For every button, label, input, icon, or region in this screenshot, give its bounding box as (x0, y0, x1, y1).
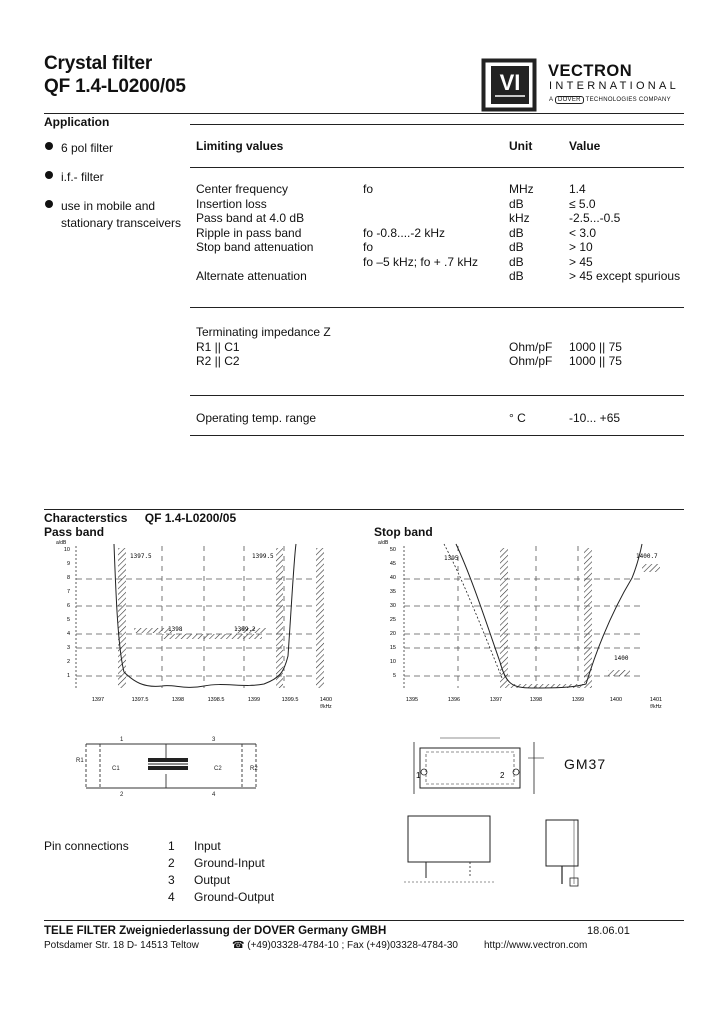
row-value: > 45 (569, 254, 593, 269)
row-param: Alternate attenuation (196, 269, 307, 283)
circuit-label: R1 (76, 758, 84, 764)
circuit-label: C1 (112, 766, 120, 772)
row-value: ≤ 5.0 (569, 196, 596, 211)
footer-rule (44, 920, 684, 921)
footer-phone: ☎ (+49)03328-4784-10 ; Fax (+49)03328-4784-30 (232, 940, 458, 951)
row-value: -2.5...-0.5 (569, 211, 621, 225)
logo-tagline (549, 97, 671, 103)
row-value: 1.4 (569, 182, 586, 196)
y-tick: 35 (389, 589, 396, 595)
y-tick: 20 (389, 631, 396, 637)
temp-value: -10... +65 (569, 411, 621, 425)
x-tick: 1400 (319, 697, 333, 703)
row-value: < 3.0 (569, 225, 597, 240)
row-value: > 10 (569, 240, 593, 254)
row-cond: fo (363, 182, 374, 196)
pb-annotation: 1398 (168, 626, 183, 633)
limits-top-rule (190, 124, 684, 125)
x-tick: 1398 (171, 697, 185, 703)
y-tick: 9 (66, 561, 70, 567)
passband-title: Pass band (44, 525, 105, 539)
footer-web-link[interactable]: http://www.vectron.com (484, 940, 588, 951)
sb-annotation: 1395 (444, 555, 459, 562)
row-unit: dB (509, 269, 524, 283)
circuit-diagram (76, 734, 276, 803)
x-tick: 1401 (649, 697, 663, 703)
bullet-icon (45, 171, 53, 179)
pin-number: 2 (168, 856, 175, 870)
y-tick: 8 (66, 575, 70, 581)
tagline-text: TECHNOLOGIES COMPANY (585, 97, 671, 103)
application-item-3-line2: stationary transceivers (61, 216, 182, 230)
y-tick: 5 (66, 617, 70, 623)
pin-name: Ground-Output (194, 890, 275, 904)
row-param: Ripple in pass band (196, 225, 302, 240)
vectron-logo-mark (481, 58, 537, 112)
package-code: GM37 (564, 756, 607, 772)
limits-heading: Limiting values (196, 139, 284, 153)
application-heading: Application (44, 115, 110, 129)
x-tick: 1397 (91, 697, 105, 703)
row-unit: dB (509, 225, 524, 240)
characteristics-model: QF 1.4-L0200/05 (144, 511, 237, 525)
y-tick: 7 (66, 589, 70, 595)
y-tick: 40 (389, 575, 396, 581)
unit-header: Unit (509, 139, 533, 153)
circuit-label: 4 (212, 792, 216, 798)
pins-heading: Pin connections (44, 839, 129, 853)
circuit-label: 2 (120, 792, 124, 798)
term-param: R1 || C1 (196, 339, 240, 354)
stopband-title: Stop band (374, 525, 433, 539)
circuit-label: R2 (250, 766, 258, 772)
y-tick: 30 (389, 603, 396, 609)
logo-mark-text: VI (499, 70, 521, 95)
pb-annotation: 1397.5 (130, 553, 152, 560)
pin-number: 1 (168, 839, 175, 853)
logo-name: VECTRON (548, 62, 633, 80)
x-tick: 1399 (571, 697, 585, 703)
term-param: R2 || C2 (196, 354, 240, 368)
pin-label: 2 (500, 771, 505, 780)
row-cond: fo -0.8....-2 kHz (363, 225, 446, 240)
y-tick: 6 (66, 603, 70, 609)
term-value: 1000 || 75 (569, 354, 622, 368)
limits-header-rule (190, 167, 684, 168)
y-unit: a/dB (56, 540, 67, 546)
pin-name: Input (194, 839, 221, 853)
x-tick: 1395 (405, 697, 419, 703)
row-unit: kHz (509, 211, 530, 225)
x-tick: 1397.5 (131, 697, 149, 703)
pin-name: Output (194, 873, 231, 887)
y-tick: 1 (66, 673, 70, 679)
characteristics-rule (44, 509, 684, 510)
pin-label: 1 (416, 771, 421, 780)
y-tick: 15 (389, 645, 396, 651)
temp-unit: ° C (509, 411, 526, 425)
temp-param: Operating temp. range (196, 411, 317, 425)
logo-sub: INTERNATIONAL (549, 80, 680, 92)
stopband-chart (372, 538, 672, 715)
x-tick: 1400 (609, 697, 623, 703)
characteristics-heading (44, 511, 236, 525)
bullet-icon (45, 200, 53, 208)
value-header: Value (569, 139, 601, 153)
term-value: 1000 || 75 (569, 339, 622, 354)
y-tick: 10 (389, 659, 396, 665)
application-item-3-line1: use in mobile and (61, 199, 156, 213)
circuit-label: 3 (212, 737, 216, 743)
y-tick: 10 (63, 547, 70, 553)
y-tick: 5 (392, 673, 396, 679)
row-param: Center frequency (196, 182, 289, 196)
row-unit: dB (509, 254, 524, 269)
page-title (44, 52, 186, 98)
circuit-label: C2 (214, 766, 222, 772)
limits-bottom-rule (190, 435, 684, 436)
footer-date: 18.06.01 (587, 925, 630, 937)
header-rule (44, 113, 684, 114)
limits-term-rule (190, 395, 684, 396)
application-item-1: 6 pol filter (61, 141, 114, 155)
term-unit: Ohm/pF (509, 339, 553, 354)
bullet-icon (45, 142, 53, 150)
row-param: Pass band at 4.0 dB (196, 211, 305, 225)
pin-name: Ground-Input (194, 856, 265, 870)
row-unit: dB (509, 240, 524, 254)
pin-number: 3 (168, 873, 175, 887)
x-tick: 1396 (447, 697, 461, 703)
y-unit: a/dB (378, 540, 389, 546)
application-item-2: i.f.- filter (61, 170, 104, 184)
termination-heading: Terminating impedance Z (196, 325, 331, 339)
row-cond: fo –5 kHz; fo + .7 kHz (363, 254, 479, 269)
y-tick: 4 (66, 631, 70, 637)
footer-address: Potsdamer Str. 18 D- 14513 Teltow (44, 940, 199, 951)
dover-badge: DOVER (555, 96, 584, 104)
y-tick: 45 (389, 561, 396, 567)
x-tick: 1399 (247, 697, 261, 703)
term-unit: Ohm/pF (509, 354, 553, 368)
characteristics-label: Characterstics (44, 511, 128, 525)
x-unit: f/kHz (320, 704, 332, 710)
limits-mid-rule (190, 307, 684, 308)
pb-annotation: 1399.2 (234, 626, 256, 633)
x-tick: 1399.5 (281, 697, 299, 703)
x-unit: f/kHz (650, 704, 662, 710)
row-param: Stop band attenuation (196, 240, 314, 254)
row-unit: MHz (509, 182, 534, 196)
tagline-prefix: A (549, 97, 553, 103)
row-param: Insertion loss (196, 196, 267, 211)
package-drawing (400, 728, 630, 899)
sb-annotation: 1400.7 (636, 553, 658, 560)
y-tick: 25 (389, 617, 396, 623)
title-line-2: QF 1.4-L0200/05 (44, 76, 186, 97)
y-tick: 2 (66, 659, 70, 665)
circuit-label: 1 (120, 737, 124, 743)
pin-number: 4 (168, 890, 175, 904)
y-tick: 3 (66, 645, 70, 651)
row-value: > 45 except spurious (569, 269, 681, 283)
sb-annotation: 1400 (614, 655, 629, 662)
row-cond: fo (363, 240, 374, 254)
footer-company: TELE FILTER Zweigniederlassung der DOVER Germany GMBH (44, 925, 387, 937)
x-tick: 1398.5 (207, 697, 225, 703)
pb-annotation: 1399.5 (252, 553, 274, 560)
row-unit: dB (509, 196, 524, 211)
x-tick: 1398 (529, 697, 543, 703)
x-tick: 1397 (489, 697, 503, 703)
y-tick: 50 (389, 547, 396, 553)
passband-chart (44, 538, 344, 715)
title-line-1: Crystal filter (44, 53, 153, 74)
